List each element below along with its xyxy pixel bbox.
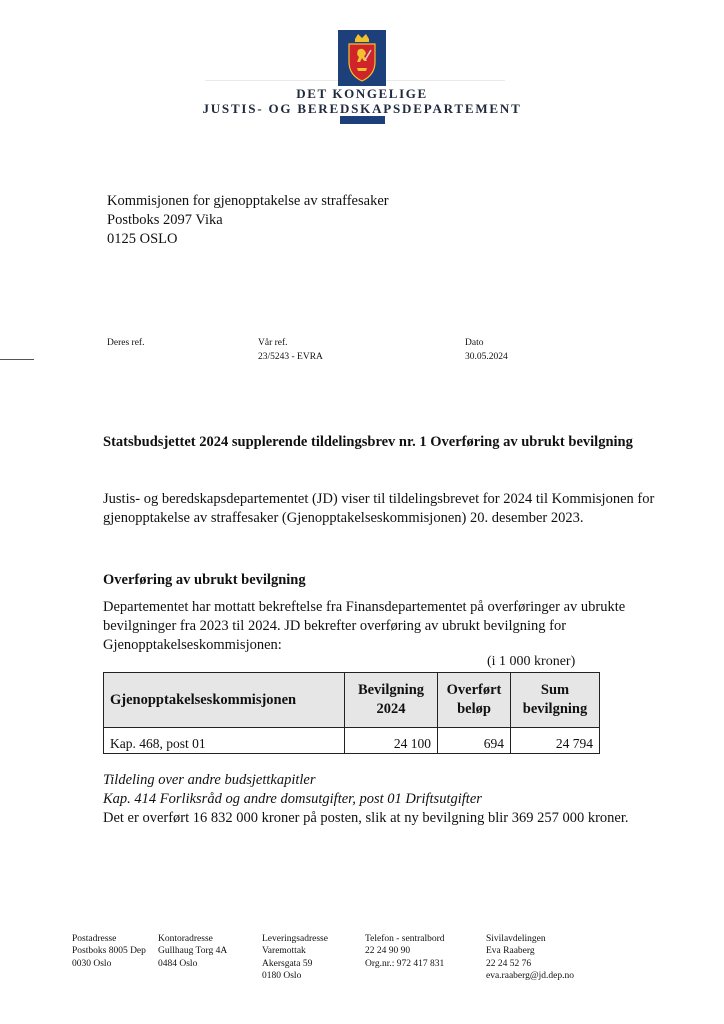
footer-line: Org.nr.: 972 417 831 xyxy=(365,958,445,969)
letter-subject: Statsbudsjettet 2024 supplerende tildelingsbrev nr. 1 Overføring av ubrukt bevilgning xyxy=(103,434,633,450)
recipient-name: Kommisjonen for gjenopptakelse av straffesaker xyxy=(107,193,389,209)
footer-line: Akersgata 59 xyxy=(262,958,313,969)
footer-label: Postadresse xyxy=(72,934,117,944)
footer-label: Telefon - sentralbord xyxy=(365,934,445,944)
footer-department-contact xyxy=(486,933,574,982)
footer-label: Sivilavdelingen xyxy=(486,934,546,944)
table-cell: 24 794 xyxy=(511,728,600,754)
recipient-address xyxy=(107,192,389,249)
footer-office-address xyxy=(158,933,227,970)
var-ref-value: 23/5243 - EVRA xyxy=(258,352,323,362)
footer-line: 22 24 52 76 xyxy=(486,958,532,969)
footer-line: 0030 Oslo xyxy=(72,958,112,969)
section-heading-transfer: Overføring av ubrukt bevilgning xyxy=(103,572,306,588)
footer-postal-address xyxy=(72,933,146,970)
recipient-postbox: Postboks 2097 Vika xyxy=(107,212,223,228)
deres-ref-label: Deres ref. xyxy=(107,338,145,348)
fold-mark xyxy=(0,359,34,360)
section-transfer-text: Departementet har mottatt bekreftelse fra Finansdepartementet på overføringer av ubrukte bevilgninger fra 2023 til 2024. JD bekrefter overføring av ubrukt bevilgning for Gjenopptakelseskommisjonen: xyxy=(103,599,626,653)
section-other-chapters-text: Det er overført 16 832 000 kroner på posten, slik at ny bevilgning blir 369 257 000 kroner. xyxy=(103,810,629,826)
var-ref-label: Vår ref. xyxy=(258,338,288,348)
footer-email: eva.raaberg@jd.dep.no xyxy=(486,970,574,981)
footer-label: Kontoradresse xyxy=(158,934,213,944)
table-cell: Kap. 468, post 01 xyxy=(104,728,345,754)
date-ref xyxy=(465,336,508,364)
footer-line: 22 24 90 90 xyxy=(365,946,411,957)
allocation-table xyxy=(103,672,600,754)
letterhead xyxy=(0,30,724,130)
deres-ref xyxy=(107,336,144,350)
date-label: Dato xyxy=(465,338,484,348)
table-row xyxy=(104,728,600,754)
var-ref xyxy=(258,336,323,364)
footer-line: Varemottak xyxy=(262,946,306,957)
table-header-row xyxy=(104,673,600,728)
section-heading-other-chapters: Tildeling over andre budsjettkapitler xyxy=(103,772,316,788)
department-name-line1: DET KONGELIGE xyxy=(296,86,428,101)
royal-coat-of-arms-icon xyxy=(338,30,386,86)
date-value: 30.05.2024 xyxy=(465,352,508,362)
table-header-cell: Bevilgning 2024 xyxy=(345,673,438,728)
unit-note: (i 1 000 kroner) xyxy=(487,654,576,669)
table-cell: 24 100 xyxy=(345,728,438,754)
section-subheading-kap414: Kap. 414 Forliksråd og andre domsutgifter, post 01 Driftsutgifter xyxy=(103,791,482,807)
footer-line: Gullhaug Torg 4A xyxy=(158,946,228,957)
intro-paragraph: Justis- og beredskapsdepartementet (JD) viser til tildelingsbrevet for 2024 til Kommisjonen for gjenopptakelse av straffesaker (Gjenopptakelseskommisjonen) 20. desember 2023. xyxy=(103,491,655,526)
table-header-cell: Overført beløp xyxy=(438,673,511,728)
table-header-cell: Sum bevilgning xyxy=(511,673,600,728)
footer-line: 0484 Oslo xyxy=(158,958,198,969)
table-cell: 694 xyxy=(438,728,511,754)
department-name-line2: JUSTIS- OG BEREDSKAPSDEPARTEMENT xyxy=(202,101,522,116)
footer-label: Leveringsadresse xyxy=(262,934,328,944)
letterhead-bar xyxy=(340,116,385,124)
table-header-cell: Gjenopptakelseskommisjonen xyxy=(104,673,345,728)
footer-line: 0180 Oslo xyxy=(262,970,302,981)
footer-phone xyxy=(365,933,445,970)
recipient-city: 0125 OSLO xyxy=(107,231,178,247)
footer-line: Eva Raaberg xyxy=(486,946,535,957)
footer-delivery-address xyxy=(262,933,328,982)
footer-line: Postboks 8005 Dep xyxy=(72,946,146,957)
